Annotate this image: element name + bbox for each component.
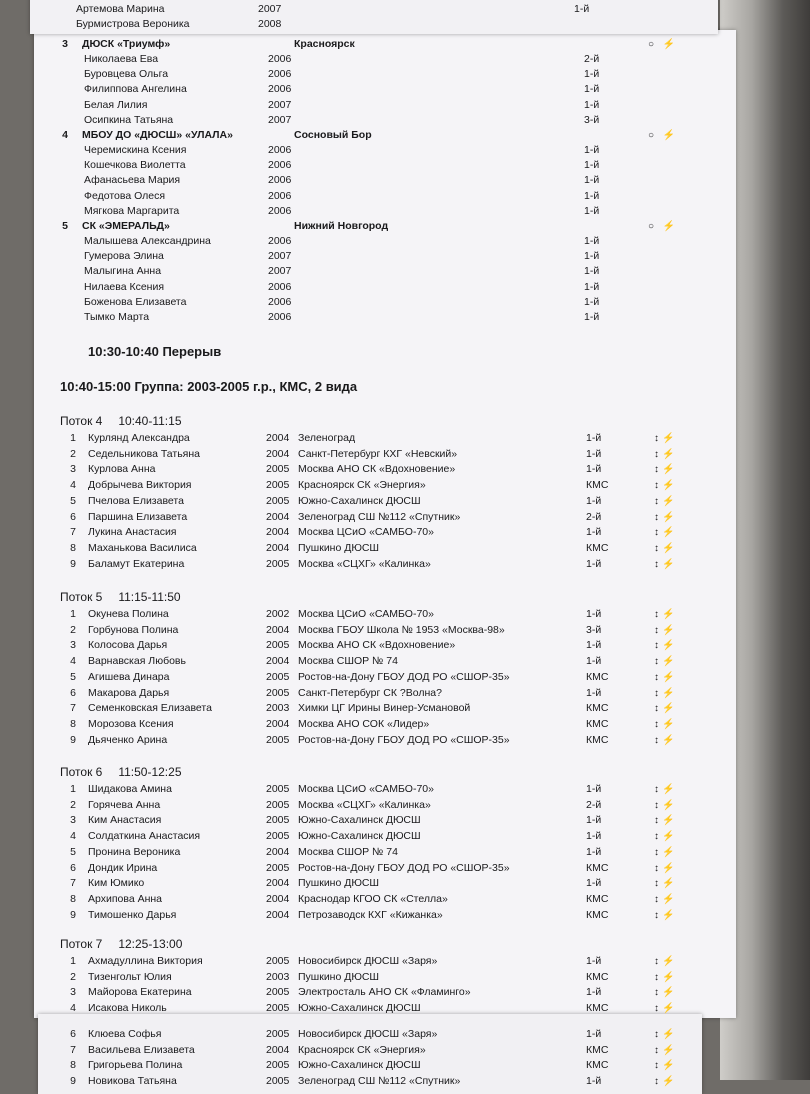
team-name: СК «ЭМЕРАЛЬД» (82, 220, 170, 232)
club-city: Пушкино ДЮСШ (298, 541, 380, 554)
team-city: Нижний Новгород (294, 220, 389, 232)
athlete-name: Архипова Анна (88, 892, 163, 905)
athlete-name: Морозова Ксения (88, 717, 174, 730)
start-number: 2 (70, 970, 76, 983)
start-number: 7 (70, 877, 76, 890)
start-number: 3 (70, 986, 76, 999)
club-city: Санкт-Петербург КХГ «Невский» (298, 447, 458, 460)
start-number: 2 (70, 798, 76, 811)
athlete-name: Дьяченко Арина (88, 733, 168, 746)
start-number: 3 (70, 639, 76, 652)
break-title: 10:30-10:40 Перерыв (88, 344, 222, 359)
team-number: 3 (62, 38, 68, 50)
athlete-name: Добрычева Виктория (88, 479, 192, 492)
club-city: Южно-Сахалинск ДЮСШ (298, 814, 421, 827)
athlete-name: Николаева Ева (84, 53, 159, 65)
start-number: 7 (70, 1043, 76, 1056)
club-city: Ростов-на-Дону ГБОУ ДОД РО «СШОР-35» (298, 670, 510, 683)
athlete-name: Исакова Николь (88, 1002, 167, 1015)
club-city: Ростов-на-Дону ГБОУ ДОД РО «СШОР-35» (298, 733, 510, 746)
birth-year: 2004 (266, 623, 290, 636)
rank: 1-й (586, 557, 602, 570)
rank: 1-й (586, 432, 602, 444)
rank: 3-й (586, 623, 602, 636)
rank: 1-й (584, 311, 600, 323)
judge-icons: ○ ⚡ (648, 130, 679, 141)
apparatus-icons: ↕⚡ (654, 527, 678, 539)
team-name: ДЮСК «Триумф» (82, 38, 171, 50)
rank: 1-й (584, 68, 600, 81)
start-number: 9 (70, 1074, 76, 1087)
rank: 1-й (584, 159, 600, 172)
rank: КМС (586, 479, 609, 492)
rank: 1-й (586, 526, 602, 539)
athlete-name: Белая Лилия (84, 98, 148, 111)
potok-time: 12:25-13:00 (118, 937, 183, 951)
birth-year: 2004 (266, 908, 290, 921)
club-city: Химки ЦГ Ирины Винер-Усмановой (298, 702, 471, 715)
team-city: Сосновый Бор (294, 129, 372, 141)
club-city: Новосибирск ДЮСШ «Заря» (298, 1027, 438, 1040)
club-city: Пушкино ДЮСШ (298, 970, 380, 983)
club-city: Москва «СЦХГ» «Калинка» (298, 798, 431, 811)
athlete-name: Тимошенко Дарья (88, 908, 177, 921)
start-number: 6 (70, 861, 76, 874)
potok-header (60, 414, 182, 428)
apparatus-icons: ↕⚡ (654, 464, 678, 476)
potok-label: Поток 5 (60, 590, 103, 604)
start-number: 6 (70, 686, 76, 699)
apparatus-icons: ↕⚡ (654, 718, 678, 730)
rank: 1-й (586, 986, 602, 999)
potok-time: 11:50-12:25 (118, 765, 182, 779)
rank: КМС (586, 861, 609, 874)
rank: 1-й (586, 830, 602, 843)
birth-year: 2005 (266, 1059, 290, 1072)
birth-year: 2006 (268, 159, 292, 172)
start-number: 4 (70, 479, 76, 492)
rank: 1-й (584, 295, 600, 308)
birth-year: 2006 (268, 144, 292, 156)
club-city: Зеленоград СШ №112 «Спутник» (298, 510, 461, 523)
club-city: Красноярск СК «Энергия» (298, 1043, 426, 1056)
athlete-name: Майорова Екатерина (88, 986, 192, 999)
athlete-name: Горячева Анна (88, 798, 161, 811)
athlete-name: Гумерова Элина (84, 250, 164, 263)
birth-year: 2004 (266, 526, 290, 539)
rank: 1-й (586, 639, 602, 652)
birth-year: 2006 (268, 53, 292, 65)
potok-header (60, 590, 181, 604)
birth-year: 2004 (266, 1043, 290, 1056)
birth-year: 2006 (268, 295, 292, 308)
start-number: 3 (70, 463, 76, 476)
club-city: Москва АНО СК «Вдохновение» (298, 639, 456, 652)
birth-year: 2005 (266, 733, 290, 746)
club-city: Южно-Сахалинск ДЮСШ (298, 1002, 421, 1015)
athlete-name: Малыгина Анна (84, 265, 162, 278)
birth-year: 2005 (266, 686, 290, 699)
birth-year: 2005 (266, 783, 290, 795)
apparatus-icons: ↕⚡ (654, 846, 678, 858)
rank: 1-й (584, 250, 600, 263)
athlete-name: Агишева Динара (88, 670, 170, 683)
club-city: Пушкино ДЮСШ (298, 877, 380, 890)
rank: 1-й (586, 1027, 602, 1040)
birth-year: 2004 (266, 510, 290, 523)
start-number: 1 (70, 955, 76, 967)
start-number: 1 (70, 432, 76, 444)
rank: 1-й (584, 280, 600, 293)
birth-year: 2004 (266, 877, 290, 890)
athlete-name: Дондик Ирина (88, 861, 158, 874)
athlete-name: Пчелова Елизавета (88, 494, 184, 507)
birth-year: 2002 (266, 608, 290, 620)
rank: 1-й (584, 204, 600, 217)
rank: 1-й (574, 3, 590, 15)
athlete-name: Семенковская Елизавета (88, 702, 212, 715)
rank: 1-й (586, 494, 602, 507)
rank: 1-й (584, 174, 600, 187)
start-number: 1 (70, 608, 76, 620)
club-city: Москва АНО СК «Вдохновение» (298, 463, 456, 476)
club-city: Южно-Сахалинск ДЮСШ (298, 494, 421, 507)
apparatus-icons: ↕⚡ (654, 671, 678, 683)
rank: 1-й (586, 877, 602, 890)
athlete-name: Боженова Елизавета (84, 295, 187, 308)
birth-year: 2005 (266, 955, 290, 967)
apparatus-icons: ↕⚡ (654, 480, 678, 492)
athlete-name: Горбунова Полина (88, 623, 179, 636)
club-city: Новосибирск ДЮСШ «Заря» (298, 955, 438, 967)
athlete-name: Ким Анастасия (88, 814, 162, 827)
birth-year: 2006 (268, 68, 292, 81)
start-number: 4 (70, 1002, 76, 1015)
start-number: 4 (70, 830, 76, 843)
rank: 2-й (584, 53, 600, 65)
birth-year: 2006 (268, 311, 292, 323)
apparatus-icons: ↕⚡ (654, 784, 678, 795)
apparatus-icons: ↕⚡ (654, 862, 678, 874)
apparatus-icons: ↕⚡ (654, 1028, 678, 1040)
apparatus-icons: ↕⚡ (654, 609, 678, 620)
rank: 1-й (586, 463, 602, 476)
birth-year: 2004 (266, 655, 290, 668)
apparatus-icons: ↕⚡ (654, 1075, 678, 1087)
potok-header (60, 765, 182, 779)
rank: КМС (586, 733, 609, 746)
birth-year: 2007 (268, 250, 292, 263)
athlete-name: Варнавская Любовь (88, 655, 186, 668)
birth-year: 2007 (258, 3, 282, 15)
apparatus-icons: ↕⚡ (654, 878, 678, 890)
apparatus-icons: ↕⚡ (654, 687, 678, 699)
judge-icons: ○ ⚡ (648, 39, 679, 50)
club-city: Москва ЦСиО «САМБО-70» (298, 783, 434, 795)
athlete-name: Бурмистрова Вероника (76, 18, 190, 30)
birth-year: 2004 (266, 447, 290, 460)
rank: КМС (586, 1043, 609, 1056)
athlete-name: Окунева Полина (88, 608, 169, 620)
athlete-name: Колосова Дарья (88, 639, 168, 652)
potok-label: Поток 6 (60, 765, 103, 779)
athlete-name: Курлова Анна (88, 463, 156, 476)
apparatus-icons: ↕⚡ (654, 734, 678, 746)
birth-year: 2004 (266, 892, 290, 905)
birth-year: 2007 (268, 265, 292, 278)
athlete-name: Черемискина Ксения (84, 144, 187, 156)
birth-year: 2008 (258, 18, 282, 30)
apparatus-icons: ↕⚡ (654, 640, 678, 652)
athlete-name: Ахмадуллина Виктория (88, 955, 203, 967)
club-city: Москва «СЦХГ» «Калинка» (298, 557, 431, 570)
club-city: Электросталь АНО СК «Фламинго» (298, 986, 471, 999)
rank: КМС (586, 892, 609, 905)
apparatus-icons: ↕⚡ (654, 511, 678, 523)
apparatus-icons: ↕⚡ (654, 831, 678, 843)
rank: 1-й (586, 955, 602, 967)
birth-year: 2006 (268, 280, 292, 293)
birth-year: 2005 (266, 670, 290, 683)
birth-year: 2006 (268, 189, 292, 202)
birth-year: 2005 (266, 861, 290, 874)
rank: КМС (586, 717, 609, 730)
club-city: Зеленоград (298, 432, 356, 444)
birth-year: 2005 (266, 557, 290, 570)
potok-label: Поток 4 (60, 414, 103, 428)
athlete-name: Филиппова Ангелина (84, 83, 187, 96)
athlete-name: Лукина Анастасия (88, 526, 177, 539)
birth-year: 2004 (266, 717, 290, 730)
start-number: 9 (70, 733, 76, 746)
start-number: 7 (70, 526, 76, 539)
club-city: Южно-Сахалинск ДЮСШ (298, 830, 421, 843)
birth-year: 2004 (266, 432, 290, 444)
birth-year: 2003 (266, 702, 290, 715)
birth-year: 2005 (266, 1027, 290, 1040)
athlete-name: Ким Юмико (88, 877, 145, 890)
athlete-name: Артемова Марина (76, 3, 165, 15)
club-city: Москва ЦСиО «САМБО-70» (298, 608, 434, 620)
club-city: Зеленоград СШ №112 «Спутник» (298, 1074, 461, 1087)
athlete-name: Тымко Марта (84, 311, 150, 323)
athlete-name: Федотова Олеся (84, 189, 166, 202)
start-number: 9 (70, 557, 76, 570)
apparatus-icons: ↕⚡ (654, 1003, 678, 1015)
rank: 1-й (584, 265, 600, 278)
athlete-name: Тизенгольт Юлия (88, 970, 172, 983)
start-number: 4 (70, 655, 76, 668)
start-number: 8 (70, 541, 76, 554)
birth-year: 2005 (266, 1074, 290, 1087)
athlete-name: Нилаева Ксения (84, 280, 165, 293)
birth-year: 2003 (266, 970, 290, 983)
start-number: 6 (70, 510, 76, 523)
club-city: Москва ГБОУ Школа № 1953 «Москва-98» (298, 623, 505, 636)
birth-year: 2006 (268, 83, 292, 96)
athlete-name: Мягкова Маргарита (84, 204, 180, 217)
birth-year: 2005 (266, 830, 290, 843)
club-city: Петрозаводск КХГ «Кижанка» (298, 908, 443, 921)
birth-year: 2004 (266, 541, 290, 554)
athlete-name: Клюева Софья (88, 1027, 162, 1040)
apparatus-icons: ↕⚡ (654, 495, 678, 507)
birth-year: 2005 (266, 798, 290, 811)
athlete-name: Паршина Елизавета (88, 510, 188, 523)
start-number: 6 (70, 1027, 76, 1040)
athlete-name: Григорьева Полина (88, 1059, 183, 1072)
rank: КМС (586, 908, 609, 921)
rank: КМС (586, 670, 609, 683)
apparatus-icons: ↕⚡ (654, 815, 678, 827)
birth-year: 2005 (266, 463, 290, 476)
athlete-name: Кошечкова Виолетта (84, 159, 186, 172)
apparatus-icons: ↕⚡ (654, 971, 678, 983)
birth-year: 2007 (268, 113, 292, 126)
athlete-name: Седельникова Татьяна (88, 447, 200, 460)
club-city: Москва АНО СОК «Лидер» (298, 717, 430, 730)
rank: КМС (586, 1059, 609, 1072)
potok-time: 11:15-11:50 (118, 590, 181, 604)
club-city: Краснодар КГОО СК «Стелла» (298, 892, 448, 905)
potok-label: Поток 7 (60, 937, 103, 951)
team-number: 4 (62, 129, 68, 141)
athlete-name: Малышева Александрина (84, 235, 211, 247)
club-city: Санкт-Петербург СК ?Волна? (298, 686, 442, 699)
rank: КМС (586, 970, 609, 983)
apparatus-icons: ↕⚡ (654, 909, 678, 921)
rank: 1-й (584, 144, 600, 156)
club-city: Москва СШОР № 74 (298, 845, 398, 858)
potok-time: 10:40-11:15 (118, 414, 182, 428)
athlete-name: Осипкина Татьяна (84, 113, 174, 126)
club-city: Москва СШОР № 74 (298, 655, 398, 668)
rank: 1-й (586, 1074, 602, 1087)
club-city: Ростов-на-Дону ГБОУ ДОД РО «СШОР-35» (298, 861, 510, 874)
apparatus-icons: ↕⚡ (654, 656, 678, 668)
start-number: 2 (70, 623, 76, 636)
apparatus-icons: ↕⚡ (654, 956, 678, 967)
rank: 1-й (584, 189, 600, 202)
potok-header (60, 937, 182, 951)
birth-year: 2006 (268, 235, 292, 247)
rank: 2-й (586, 510, 602, 523)
apparatus-icons: ↕⚡ (654, 542, 678, 554)
rank: КМС (586, 702, 609, 715)
apparatus-icons: ↕⚡ (654, 1044, 678, 1056)
apparatus-icons: ↕⚡ (654, 448, 678, 460)
rank: 1-й (586, 447, 602, 460)
start-number: 8 (70, 892, 76, 905)
start-number: 8 (70, 717, 76, 730)
birth-year: 2005 (266, 1002, 290, 1015)
apparatus-icons: ↕⚡ (654, 433, 678, 444)
rank: 1-й (586, 814, 602, 827)
birth-year: 2005 (266, 814, 290, 827)
athlete-name: Шидакова Амина (88, 783, 172, 795)
club-city: Южно-Сахалинск ДЮСШ (298, 1059, 421, 1072)
apparatus-icons: ↕⚡ (654, 703, 678, 715)
start-number: 1 (70, 783, 76, 795)
rank: 1-й (586, 686, 602, 699)
athlete-name: Баламут Екатерина (88, 557, 185, 570)
apparatus-icons: ↕⚡ (654, 987, 678, 999)
apparatus-icons: ↕⚡ (654, 799, 678, 811)
apparatus-icons: ↕⚡ (654, 1060, 678, 1072)
start-number: 5 (70, 845, 76, 858)
start-number: 7 (70, 702, 76, 715)
athlete-name: Новикова Татьяна (88, 1074, 177, 1087)
rank: 1-й (584, 98, 600, 111)
rank: 1-й (586, 655, 602, 668)
birth-year: 2004 (266, 845, 290, 858)
athlete-name: Маханькова Василиса (88, 541, 197, 554)
athlete-name: Буровцева Ольга (84, 68, 169, 81)
birth-year: 2006 (268, 204, 292, 217)
rank: 1-й (586, 783, 602, 795)
rank: 1-й (584, 235, 600, 247)
rank: КМС (586, 541, 609, 554)
rank: 1-й (586, 608, 602, 620)
club-city: Красноярск СК «Энергия» (298, 479, 426, 492)
birth-year: 2005 (266, 986, 290, 999)
club-city: Москва ЦСиО «САМБО-70» (298, 526, 434, 539)
birth-year: 2005 (266, 479, 290, 492)
apparatus-icons: ↕⚡ (654, 558, 678, 570)
start-number: 8 (70, 1059, 76, 1072)
start-number: 5 (70, 670, 76, 683)
athlete-name: Макарова Дарья (88, 686, 170, 699)
rank: 3-й (584, 113, 600, 126)
birth-year: 2005 (266, 639, 290, 652)
apparatus-icons: ↕⚡ (654, 893, 678, 905)
birth-year: 2005 (266, 494, 290, 507)
team-name: МБОУ ДО «ДЮСШ» «УЛАЛА» (82, 129, 233, 141)
start-number: 2 (70, 447, 76, 460)
team-city: Красноярск (294, 38, 355, 50)
rank: 2-й (586, 798, 602, 811)
start-number: 9 (70, 908, 76, 921)
team-number: 5 (62, 220, 68, 232)
athlete-name: Солдаткина Анастасия (88, 830, 201, 843)
start-number: 3 (70, 814, 76, 827)
judge-icons: ○ ⚡ (648, 221, 679, 232)
apparatus-icons: ↕⚡ (654, 624, 678, 636)
birth-year: 2006 (268, 174, 292, 187)
rank: 1-й (584, 83, 600, 96)
athlete-name: Пронина Вероника (88, 845, 181, 858)
birth-year: 2007 (268, 98, 292, 111)
group-title: 10:40-15:00 Группа: 2003-2005 г.р., КМС, 2 вида (60, 379, 358, 394)
athlete-name: Васильева Елизавета (88, 1043, 195, 1056)
rank: 1-й (586, 845, 602, 858)
start-number: 5 (70, 494, 76, 507)
athlete-name: Афанасьева Мария (84, 174, 181, 187)
rank: КМС (586, 1002, 609, 1015)
athlete-name: Курлянд Александра (88, 432, 190, 444)
